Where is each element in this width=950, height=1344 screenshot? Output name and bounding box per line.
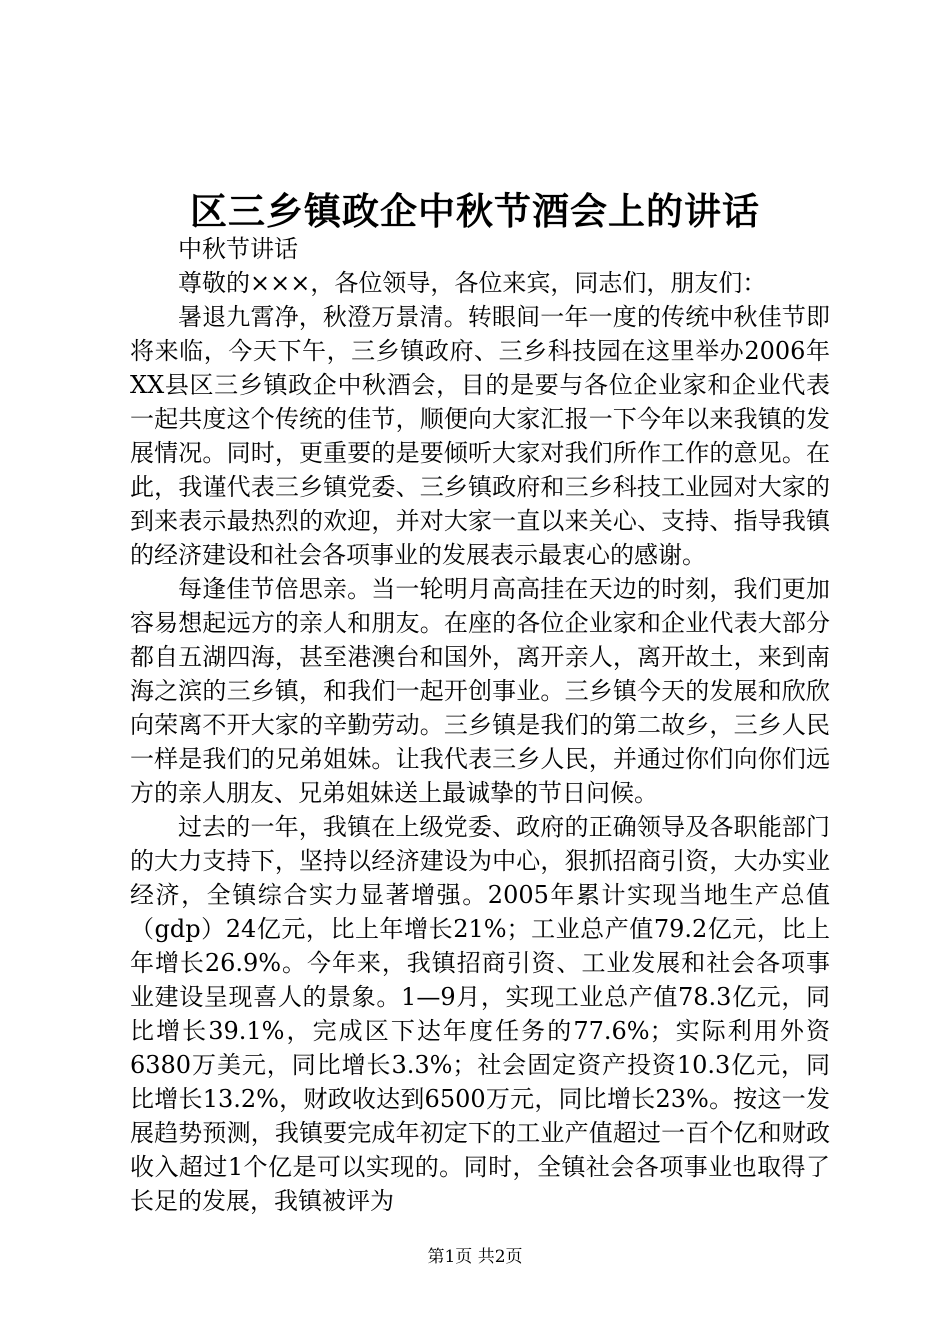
paragraph-welcome: 暑退九霄净，秋澄万景清。转眼间一年一度的传统中秋佳节即将来临，今天下午，三乡镇政府、三乡科技园在这里举办2006年XX县区三乡镇政企中秋酒会，目的是要与各位企业家和企业代表一起共度这个传统的佳节，顺便向大家汇报一下今年以来我镇的发展情况。同时，更重要的是要倾听大家对我们所作工作的意见。在此，我谨代表三乡镇党委、三乡镇政府和三乡科技工业园对大家的到来表示最热烈的欢迎，并对大家一直以来关心、支持、指导我镇的经济建设和社会各项事业的发展表示最衷心的感谢。 xyxy=(130,303,830,569)
paragraph-greeting: 每逢佳节倍思亲。当一轮明月高高挂在天边的时刻，我们更加容易想起远方的亲人和朋友。在座的各位企业家和企业代表大部分都自五湖四海，甚至港澳台和国外，离开亲人，离开故土，来到南海之滨的三乡镇，和我们一起开创事业。三乡镇今天的发展和欣欣向荣离不开大家的辛勤劳动。三乡镇是我们的第二故乡，三乡人民一样是我们的兄弟姐妹。让我代表三乡人民，并通过你们向你们远方的亲人朋友、兄弟姐妹送上最诚挚的节日问候。 xyxy=(130,575,830,807)
paragraph-subtitle: 中秋节讲话 xyxy=(178,235,298,263)
document-body xyxy=(130,232,830,1218)
paragraph-salutation: 尊敬的×××，各位领导，各位来宾，同志们，朋友们： xyxy=(178,269,767,297)
document-title: 区三乡镇政企中秋节酒会上的讲话 xyxy=(190,189,760,233)
paragraph-achievements: 过去的一年，我镇在上级党委、政府的正确领导及各职能部门的大力支持下，坚持以经济建设为中心，狠抓招商引资，大办实业经济，全镇综合实力显著增强。2005年累计实现当地生产总值（gdp）24亿元，比上年增长21%；工业总产值79.2亿元，比上年增长26.9%。今年来，我镇招商引资、工业发展和社会各项事业建设呈现喜人的景象。1—9月，实现工业总产值78.3亿元，同比增长39.1%，完成区下达年度任务的77.6%；实际利用外资6380万美元，同比增长3.3%；社会固定资产投资10.3亿元，同比增长13.2%，财政收达到6500万元，同比增长23%。按这一发展趋势预测，我镇要完成年初定下的工业产值超过一百个亿和财政收入超过1个亿是可以实现的。同时，全镇社会各项事业也取得了长足的发展，我镇被评为 xyxy=(130,813,830,1215)
page-number-footer: 第1页 共2页 xyxy=(427,1247,523,1267)
